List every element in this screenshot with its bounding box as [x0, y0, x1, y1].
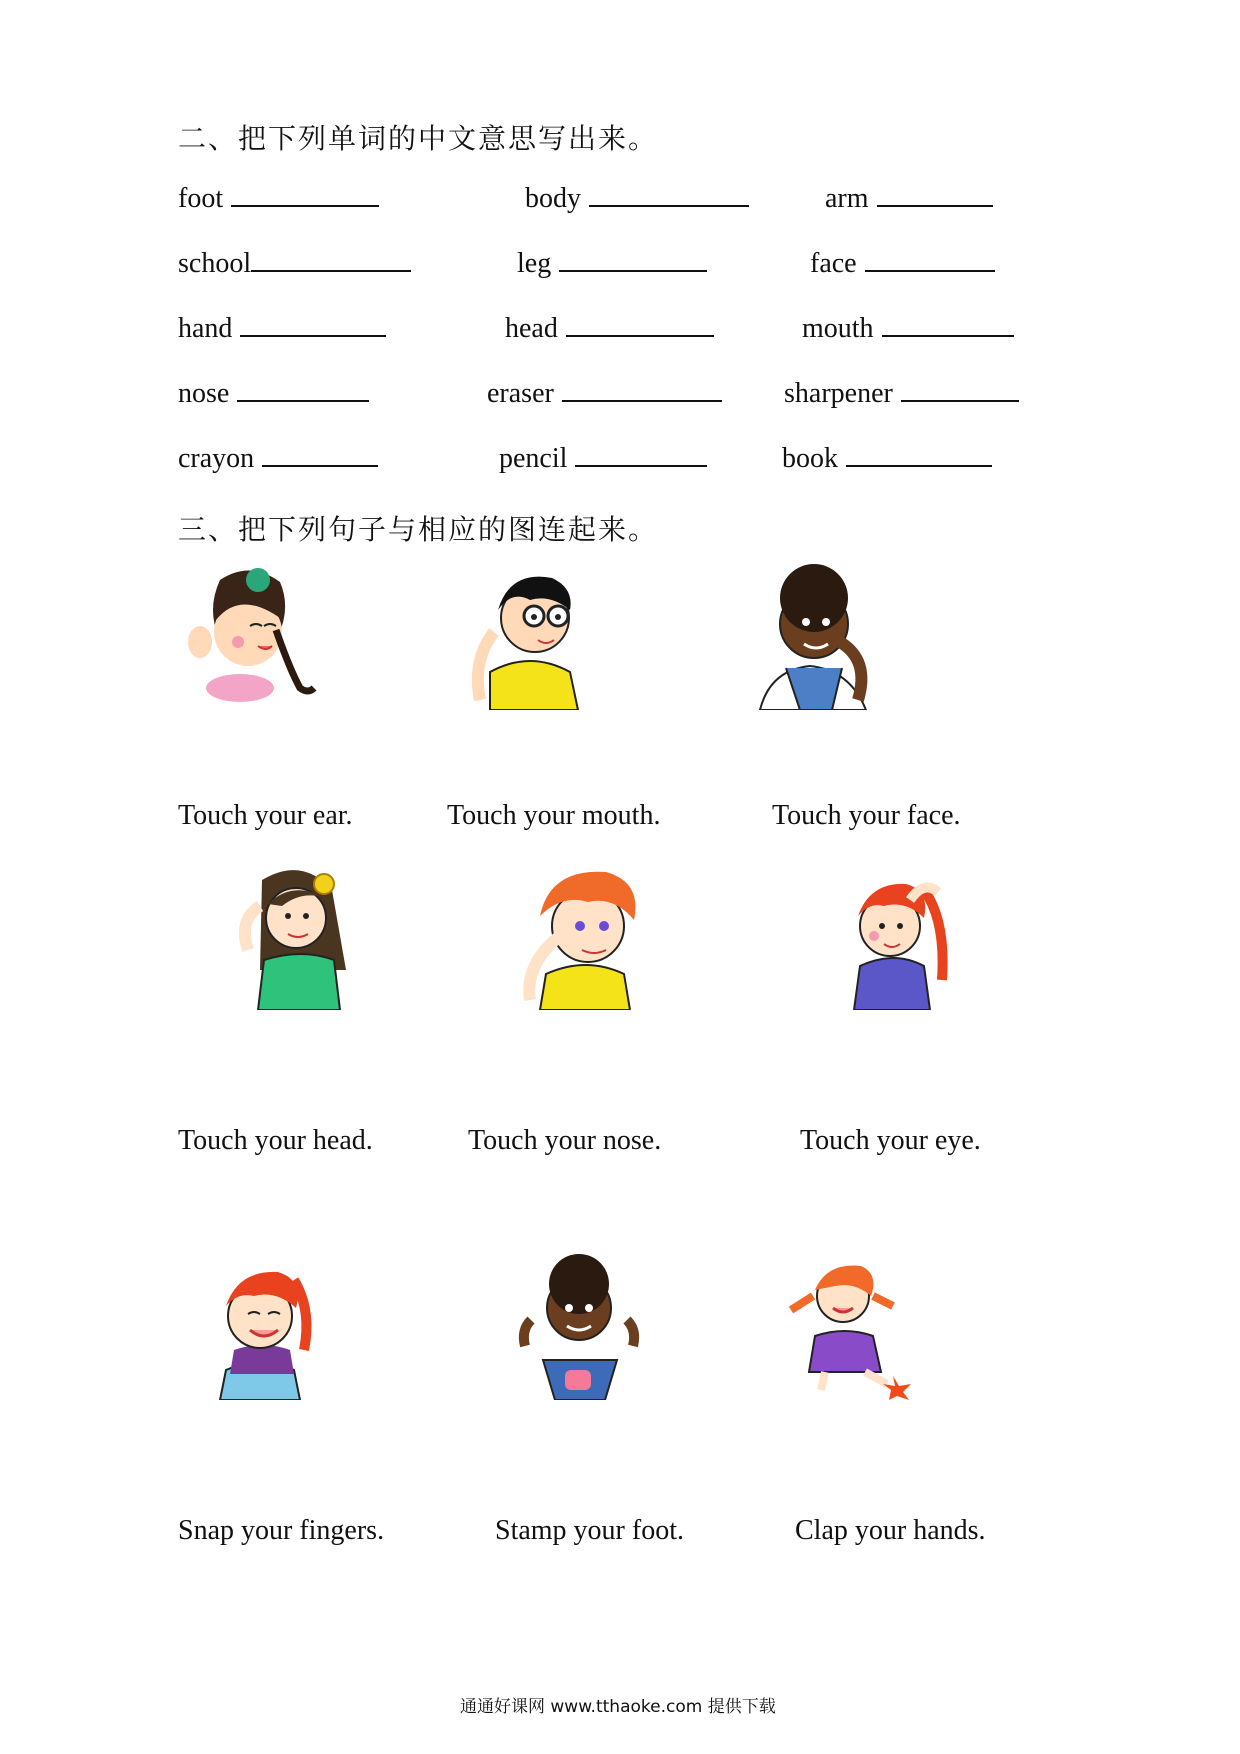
sentence-touch-eye[interactable]: Touch your eye. — [800, 1125, 981, 1156]
word-label: crayon — [178, 443, 255, 474]
answer-blank[interactable] — [882, 333, 1014, 337]
sentence-touch-face[interactable]: Touch your face. — [772, 800, 961, 831]
word-item — [517, 248, 707, 280]
word-label: book — [782, 443, 838, 474]
answer-blank[interactable] — [877, 203, 993, 207]
word-label: body — [525, 183, 581, 214]
answer-blank[interactable] — [231, 203, 379, 207]
sentence-touch-nose[interactable]: Touch your nose. — [468, 1125, 662, 1156]
word-item — [802, 313, 1014, 345]
sentence-touch-ear[interactable]: Touch your ear. — [178, 800, 353, 831]
answer-blank[interactable] — [846, 463, 992, 467]
word-item — [178, 183, 379, 215]
sentence-stamp-foot[interactable]: Stamp your foot. — [495, 1515, 684, 1546]
boy-touching-eye-illustration[interactable] — [510, 860, 660, 1010]
word-item — [784, 378, 1019, 410]
answer-blank[interactable] — [566, 333, 714, 337]
sentence-touch-mouth[interactable]: Touch your mouth. — [447, 800, 661, 831]
word-item — [178, 443, 378, 475]
girl-touching-nose-illustration[interactable] — [820, 860, 970, 1010]
girl-touching-ear-illustration[interactable] — [180, 560, 330, 710]
sentence-clap-hands[interactable]: Clap your hands. — [795, 1515, 986, 1546]
word-item — [499, 443, 707, 475]
girl-clapping-hands-illustration[interactable] — [775, 1250, 925, 1400]
word-item — [525, 183, 749, 215]
word-label: leg — [517, 248, 552, 279]
answer-blank[interactable] — [237, 398, 369, 402]
girl-touching-head-illustration[interactable] — [222, 860, 372, 1010]
word-label: school — [178, 248, 252, 279]
answer-blank[interactable] — [251, 268, 411, 272]
section-2-heading: 二、把下列单词的中文意思写出来。 — [178, 122, 659, 155]
word-label: sharpener — [784, 378, 893, 409]
word-label: nose — [178, 378, 230, 409]
footer-credit: 通通好课网 www.tthaoke.com 提供下载 — [460, 1697, 776, 1717]
answer-blank[interactable] — [901, 398, 1019, 402]
word-label: eraser — [487, 378, 554, 409]
word-label: foot — [178, 183, 224, 214]
sentence-snap-fingers[interactable]: Snap your fingers. — [178, 1515, 385, 1546]
word-item — [178, 313, 386, 345]
boy-touching-mouth-illustration[interactable] — [460, 560, 610, 710]
word-item — [782, 443, 992, 475]
word-label: mouth — [802, 313, 874, 344]
boy-stamping-foot-illustration[interactable] — [505, 1250, 655, 1400]
word-item — [825, 183, 993, 215]
boy-touching-face-illustration[interactable] — [740, 560, 890, 710]
answer-blank[interactable] — [865, 268, 995, 272]
girl-snapping-fingers-illustration[interactable] — [190, 1250, 340, 1400]
answer-blank[interactable] — [240, 333, 386, 337]
word-item — [178, 248, 411, 280]
word-label: hand — [178, 313, 233, 344]
answer-blank[interactable] — [575, 463, 707, 467]
answer-blank[interactable] — [589, 203, 749, 207]
answer-blank[interactable] — [262, 463, 378, 467]
answer-blank[interactable] — [562, 398, 722, 402]
word-label: head — [505, 313, 558, 344]
answer-blank[interactable] — [559, 268, 707, 272]
word-label: arm — [825, 183, 869, 214]
word-label: pencil — [499, 443, 568, 474]
word-label: face — [810, 248, 857, 279]
word-item — [178, 378, 369, 410]
section-3-heading: 三、把下列句子与相应的图连起来。 — [178, 513, 659, 546]
word-item — [505, 313, 714, 345]
sentence-touch-head[interactable]: Touch your head. — [178, 1125, 373, 1156]
word-item — [487, 378, 722, 410]
word-item — [810, 248, 995, 280]
